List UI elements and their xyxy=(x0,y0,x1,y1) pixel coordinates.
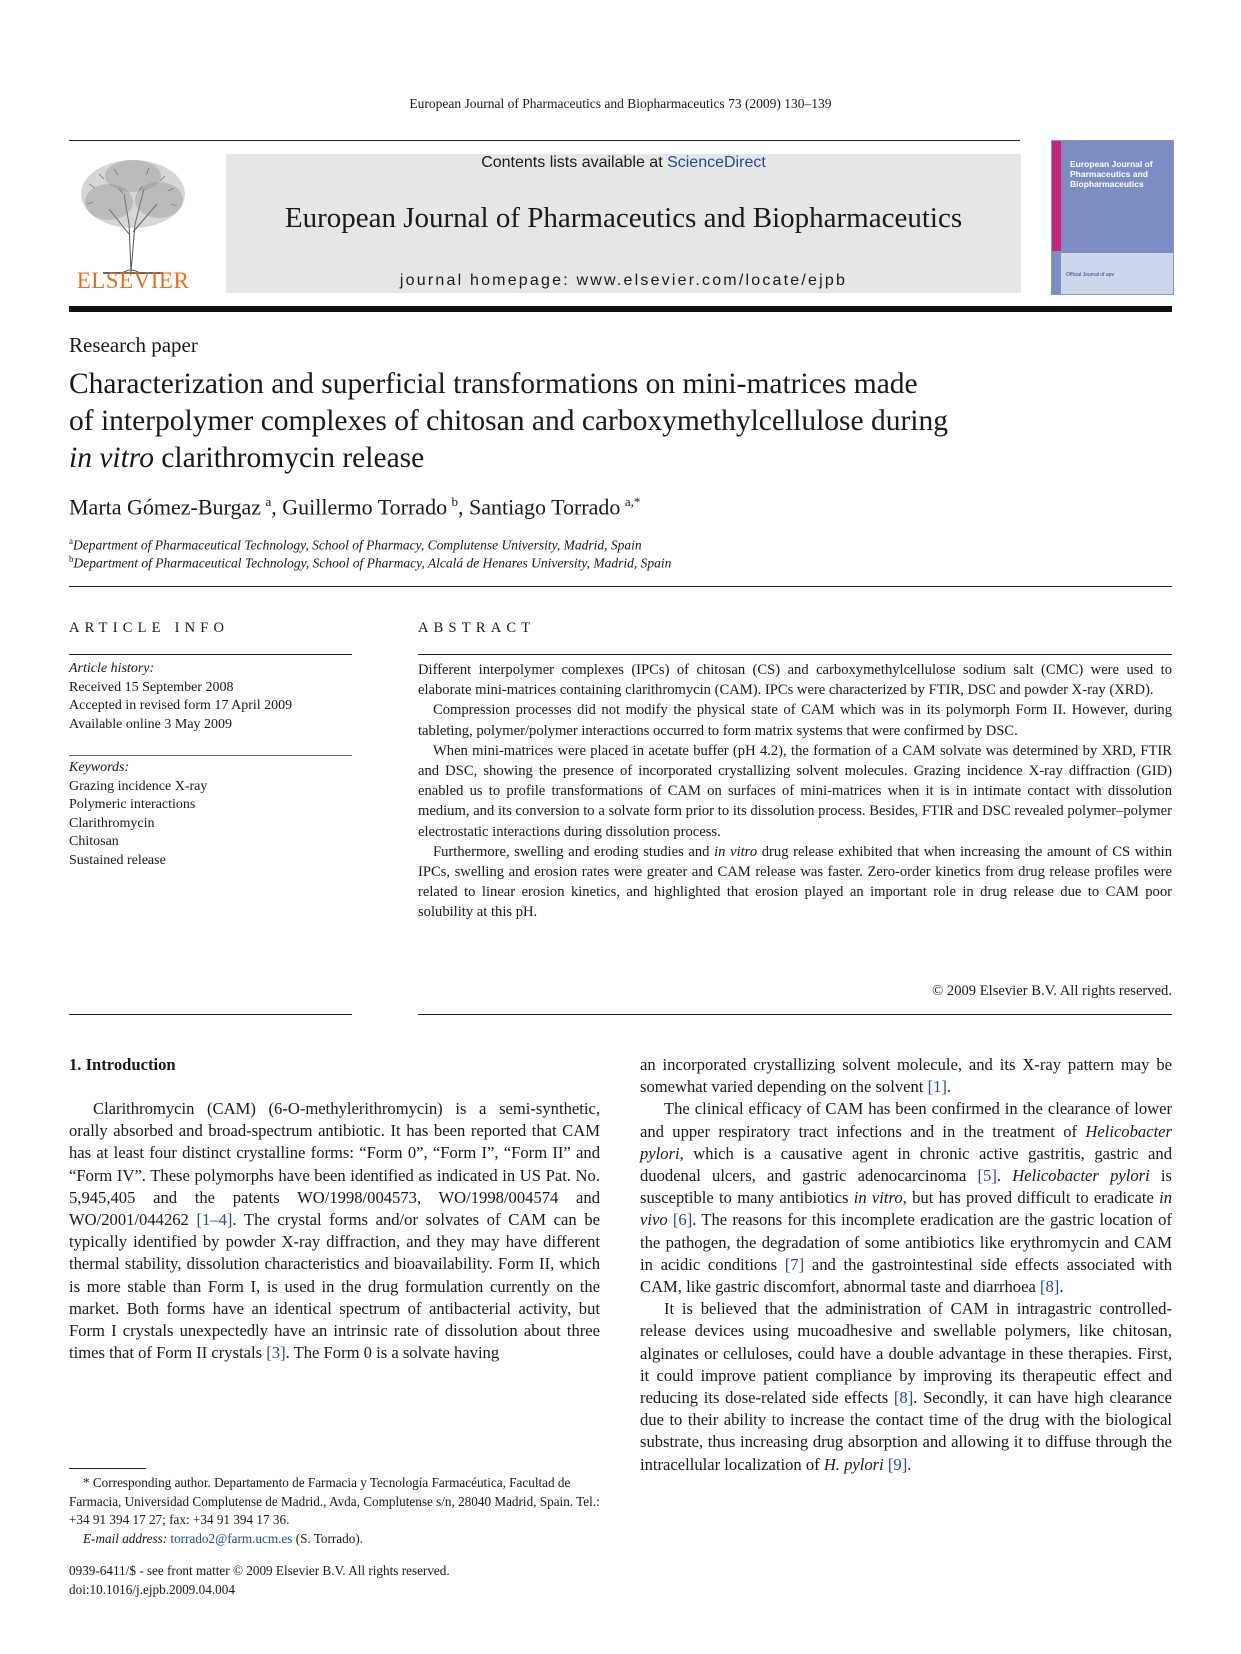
footnote-rule xyxy=(69,1468,146,1469)
title-line-2: of interpolymer complexes of chitosan and carboxymethylcellulose during xyxy=(69,405,949,437)
reference-link[interactable]: [1–4] xyxy=(196,1210,233,1230)
keyword: Clarithromycin xyxy=(69,815,155,831)
abstract-paragraph: Compression processes did not modify the physical state of CAM which was in its polymorph Form II. However, during tableting, polymer/polymer interactions occurred to form matrix systems that were confirmed by DSC. xyxy=(418,702,1172,739)
abstract-copyright: © 2009 Elsevier B.V. All rights reserved. xyxy=(932,983,1172,999)
cover-title: European Journal of Pharmaceutics and Biopharmaceutics xyxy=(1070,159,1153,189)
abstract-italic: in vitro xyxy=(714,843,758,860)
reference-link[interactable]: [6] xyxy=(672,1210,693,1230)
title-line-3 xyxy=(69,440,1129,477)
body-text: Clarithromycin (CAM) (6-O-methylerithromycin) is a semi-synthetic, orally absorbed and broad-spectrum antibiotic. It has been reported that CAM has at least four distinct crystalline forms: “Form 0”, “Form I”, “Form II” and “Form IV”. These polymorphs have been identified as indicated in US Pat. No. 5,945,405 and the patents WO/1998/004573, WO/1998/004574 and WO/2001/044262 xyxy=(69,1099,600,1230)
italic-term: in vivo xyxy=(640,1188,1173,1230)
online-date: Available online 3 May 2009 xyxy=(69,716,233,732)
issn-line: 0939-6411/$ - see front matter © 2009 Elsevier B.V. All rights reserved. xyxy=(69,1563,450,1578)
italic-term: H. pylori xyxy=(823,1454,884,1474)
contents-prefix: Contents lists available at xyxy=(481,154,668,171)
article-info-rule xyxy=(69,654,352,655)
reference-link[interactable]: [8] xyxy=(1039,1277,1060,1297)
author-name: Santiago Torrado xyxy=(468,494,621,520)
title-line-3-rest: clarithromycin release xyxy=(153,442,425,474)
body-text: . xyxy=(907,1454,912,1474)
reference-link[interactable]: [9] xyxy=(887,1454,908,1474)
article-info-heading: ARTICLE INFO xyxy=(69,620,230,636)
body-text: The clinical efficacy of CAM has been confirmed in the clearance of lower and upper respiratory tract infections and in the treatment of xyxy=(640,1099,1172,1141)
author-list: Marta Gómez-Burgaz $^a$, Guillermo Torrado $^b$, Santiago Torrado $^{a,*}$ xyxy=(69,494,641,520)
abstract-text: drug release exhibited that when increasing the amount of CS within IPCs, swelling and erosion rates were greater and CAM release was faster. Zero-order kinetics from drug release profiles were related to linear erosion kinetics, and highlighted that erosion played an important role in drug release due to CAM poor solubility at this pH. xyxy=(418,843,1172,921)
intro-paragraph xyxy=(640,1098,1172,1298)
journal-name: European Journal of Pharmaceutics and Biopharmaceutics xyxy=(284,202,963,234)
italic-term: Helicobacter pylori xyxy=(1012,1166,1150,1186)
email-link[interactable]: torrado2@farm.ucm.es xyxy=(170,1530,293,1546)
body-text: . Secondly, it can have high clearance due to their ability to increase the contact time of the drug with the biological substrate, thus increasing drug absorption and allowing it to diffuse through the intracellular localization of xyxy=(640,1388,1173,1474)
italic-term: in vitro xyxy=(853,1188,903,1208)
affiliation-text: Department of Pharmaceutical Technology, School of Pharmacy, Alcalá de Henares University, Madrid, Spain xyxy=(73,555,672,571)
author-affiliation-mark[interactable]: a,* xyxy=(624,494,641,509)
article-history xyxy=(69,660,292,734)
keyword: Polymeric interactions xyxy=(69,797,196,812)
keyword: Sustained release xyxy=(69,852,166,868)
abstract-bottom-rule xyxy=(418,1014,1172,1015)
keywords-label: Keywords: xyxy=(69,760,130,775)
contents-available-line xyxy=(226,154,1021,172)
journal-cover-thumbnail xyxy=(1051,140,1174,295)
article-info-bottom-rule xyxy=(69,1014,352,1015)
affiliation-text: Department of Pharmaceutical Technology, School of Pharmacy, Complutense University, Madrid, Spain xyxy=(73,537,642,553)
affiliation-b xyxy=(69,554,671,572)
history-label: Article history: xyxy=(69,661,155,676)
keyword: Grazing incidence X-ray xyxy=(69,778,208,794)
body-text: . The reasons for this incomplete eradication are the gastric location of the pathogen, the degradation of some antibiotics like erythromycin and CAM in acidic conditions xyxy=(640,1210,1172,1274)
keywords-rule xyxy=(69,755,352,756)
article-type: Research paper xyxy=(69,333,198,357)
body-text: , but has proved difficult to eradicate xyxy=(902,1188,1160,1208)
body-text: an incorporated crystallizing solvent molecule, and its X-ray pattern may be somewhat varied depending on the solvent xyxy=(640,1055,1172,1097)
footnote-star: * xyxy=(83,1475,90,1490)
footnote-text: Corresponding author. Departamento de Farmacia y Tecnología Farmacéutica, Facultad de Farmacia, Universidad Complutense de Madrid., Avda, Complutense s/n, 28040 Madrid, Spain. Tel.: +34 91 394 17 27; fax: +34 91 394 17 36. xyxy=(69,1475,600,1527)
received-date: Received 15 September 2008 xyxy=(69,679,234,695)
corresponding-author-footnote xyxy=(69,1474,600,1548)
abstract-paragraph: When mini-matrices were placed in acetate buffer (pH 4.2), the formation of a CAM solvate was determined by XRD, FTIR and DSC, showing the presence of incorporated crystallizing solvent molecules. Grazing incidence X-ray diffraction (GID) enabled us to profile transformations of CAM on surfaces of mini-matrices when it is in intimate contact with dissolution medium, and its conversion to a solvate form prior to its dissolution process. Besides, FTIR and DSC revealed polymer–polymer electrostatic interactions during dissolution process. xyxy=(418,742,1172,840)
introduction-heading: 1. Introduction xyxy=(69,1055,176,1074)
abstract-text: Furthermore, swelling and eroding studies and xyxy=(433,843,715,860)
keywords-block xyxy=(69,759,207,870)
body-column-right xyxy=(640,1054,1172,1476)
affiliation-mark: a xyxy=(69,536,73,546)
abstract-paragraph xyxy=(418,842,1172,923)
body-text: . xyxy=(1059,1277,1064,1297)
abstract-rule xyxy=(418,654,1172,655)
italic-term: Helicobacter pylori xyxy=(640,1121,1172,1163)
affiliation-mark: b xyxy=(69,554,74,564)
abstract-paragraph: Different interpolymer complexes (IPCs) of chitosan (CS) and carboxymethylcellulose sodium salt (CMC) were used to elaborate mini-matrices containing clarithromycin (CAM). IPCs were characterized by FTIR, DSC and powder X-ray (XRD). xyxy=(418,662,1172,699)
author-name: Marta Gómez-Burgaz xyxy=(69,494,262,520)
sciencedirect-link[interactable]: ScienceDirect xyxy=(667,154,766,171)
body-text: is susceptible to many antibiotics xyxy=(640,1166,1172,1208)
body-text: . xyxy=(946,1077,952,1097)
body-column-left xyxy=(69,1098,600,1364)
intro-paragraph xyxy=(69,1098,600,1364)
keyword: Chitosan xyxy=(69,834,119,849)
journal-homepage[interactable]: journal homepage: www.elsevier.com/locate/ejpb xyxy=(399,272,848,289)
body-text: It is believed that the administration of CAM in intragastric controlled-release devices using mucoadhesive and swellable polymers, like chitosan, alginates or celluloses, could have a double advantage in these therapies. First, it could improve patient compliance by improving its therapeutic effect and reducing its dose-related side effects xyxy=(640,1299,1172,1408)
header-rule xyxy=(69,140,1020,141)
body-text: , which is a causative agent in chronic active gastritis, gastric and duodenal ulcers, and gastric adenocarcinoma xyxy=(640,1143,1172,1186)
email-label: E-mail address: xyxy=(83,1530,171,1546)
cover-footer: Official Journal of apv xyxy=(1066,272,1114,278)
article-title xyxy=(69,366,1129,477)
reference-link[interactable]: [3] xyxy=(266,1343,286,1363)
author-affiliation-mark[interactable]: a xyxy=(265,494,272,509)
abstract-heading: ABSTRACT xyxy=(418,620,536,636)
body-text: . xyxy=(996,1166,1013,1186)
title-line-1: Characterization and superficial transformations on mini-matrices made xyxy=(69,368,918,400)
masthead-thick-rule xyxy=(69,306,1172,312)
email-suffix: (S. Torrado). xyxy=(292,1530,364,1546)
intro-paragraph-continued xyxy=(640,1054,1172,1098)
reference-link[interactable]: [5] xyxy=(977,1166,997,1186)
body-text: . The crystal forms and/or solvates of CAM can be typically identified by powder X-ray diffraction, and they may have different thermal stability, dissolution characteristics and bioavailability. Form II, which is more stable than Form I, is used in the drug formulation currently on the market. Both forms have an identical spectrum of antibacterial activity, but Form I crystals unexpectedly have an intrinsic rate of dissolution about three times that of Form II crystals xyxy=(69,1210,600,1363)
revised-date: Accepted in revised form 17 April 2009 xyxy=(69,698,293,713)
reference-link[interactable]: [8] xyxy=(893,1388,914,1408)
reference-link[interactable]: [7] xyxy=(784,1254,805,1274)
affiliation-rule xyxy=(69,586,1172,587)
body-text: and the gastrointestinal side effects associated with CAM, like gastric discomfort, abnormal taste and diarrhoea xyxy=(640,1254,1172,1297)
journal-citation: European Journal of Pharmaceutics and Biopharmaceutics 73 (2009) 130–139 xyxy=(409,96,832,111)
affiliation-a xyxy=(69,536,642,554)
cover-magenta-band xyxy=(1052,141,1061,251)
author-affiliation-mark[interactable]: b xyxy=(451,494,458,509)
intro-paragraph xyxy=(640,1298,1172,1476)
reference-link[interactable]: [1] xyxy=(927,1077,947,1097)
elsevier-wordmark: ELSEVIER xyxy=(76,268,190,293)
body-text: . The Form 0 is a solvate having xyxy=(285,1343,500,1363)
doi-line[interactable]: doi:10.1016/j.ejpb.2009.04.004 xyxy=(69,1581,235,1597)
title-italic: in vitro xyxy=(69,442,154,474)
front-matter xyxy=(69,1562,450,1599)
abstract-body xyxy=(418,660,1172,923)
author-name: Guillermo Torrado xyxy=(282,494,448,520)
